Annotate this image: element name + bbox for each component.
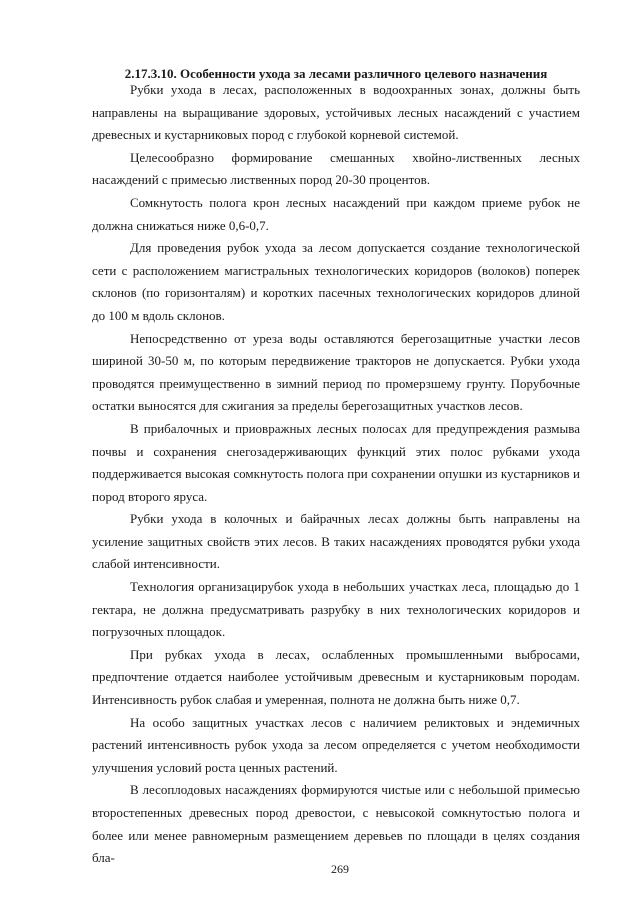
section-heading: 2.17.3.10. Особенности ухода за лесами различного целевого назначения xyxy=(124,66,548,81)
paragraph-4: Для проведения рубок ухода за лесом допускается создание технологической сети с расположением магистральных технологических коридоров (волоков) поперек склонов (по горизонталям) и коротких пасечных технологических коридоров длиной до 100 м вдоль склонов. xyxy=(92,240,580,323)
paragraph-3: Сомкнутость полога крон лесных насаждений при каждом приеме рубок не должна снижаться ниже 0,6-0,7. xyxy=(92,194,580,233)
paragraph-5: Непосредственно от уреза воды оставляются берегозащитные участки лесов шириной 30-50 м, по которым передвижение тракторов не допускается. Рубки ухода проводятся преимущественно в зимний период по промерзшему грунту. Порубочные остатки выносятся для сжигания за пределы берегозащитных участков лесов. xyxy=(92,330,580,414)
body-text xyxy=(92,79,580,870)
paragraph-1: Рубки ухода в лесах, расположенных в водоохранных зонах, должны быть направлены на выращивание здоровых, устойчивых лесных насаждений с участием древесных и кустарниковых пород с глубокой корневой системой. xyxy=(92,82,580,143)
paragraph-8: Технология организацирубок ухода в небольших участках леса, площадью до 1 гектара, не должна предусматривать разрубку в них технологических коридоров и погрузочных площадок. xyxy=(92,579,580,640)
paragraph-6: В прибалочных и приовражных лесных полосах для предупреждения размыва почвы и сохранения снегозадерживающих функций этих полос рубками ухода поддерживается высокая сомкнутость полога при сохранении опушки из кустарников и пород второго яруса. xyxy=(92,420,580,504)
paragraph-7: Рубки ухода в колочных и байрачных лесах должны быть направлены на усиление защитных свойств этих лесов. В таких насаждениях проводятся рубки ухода слабой интенсивности. xyxy=(92,511,580,572)
paragraph-11: В лесоплодовых насаждениях формируются чистые или с небольшой примесью второстепенных древесных пород древостои, с невысокой сомкнутостью полога и более или менее равномерным размещением деревьев по площади в целях создания бла- xyxy=(92,782,580,866)
paragraph-2: Целесообразно формирование смешанных хвойно-лиственных лесных насаждений с примесью лиственных пород 20-30 процентов. xyxy=(92,149,580,188)
paragraph-9: При рубках ухода в лесах, ослабленных промышленными выбросами, предпочтение отдается наиболее устойчивым древесным и кустарниковым породам. Интенсивность рубок слабая и умеренная, полнота не должна быть ниже 0,7. xyxy=(92,646,580,708)
page-number: 269 xyxy=(331,862,349,876)
paragraph-10: На особо защитных участках лесов с наличием реликтовых и эндемичных растений интенсивность рубок ухода за лесом определяется с учетом необходимости улучшения условий роста ценных растений. xyxy=(92,714,580,775)
